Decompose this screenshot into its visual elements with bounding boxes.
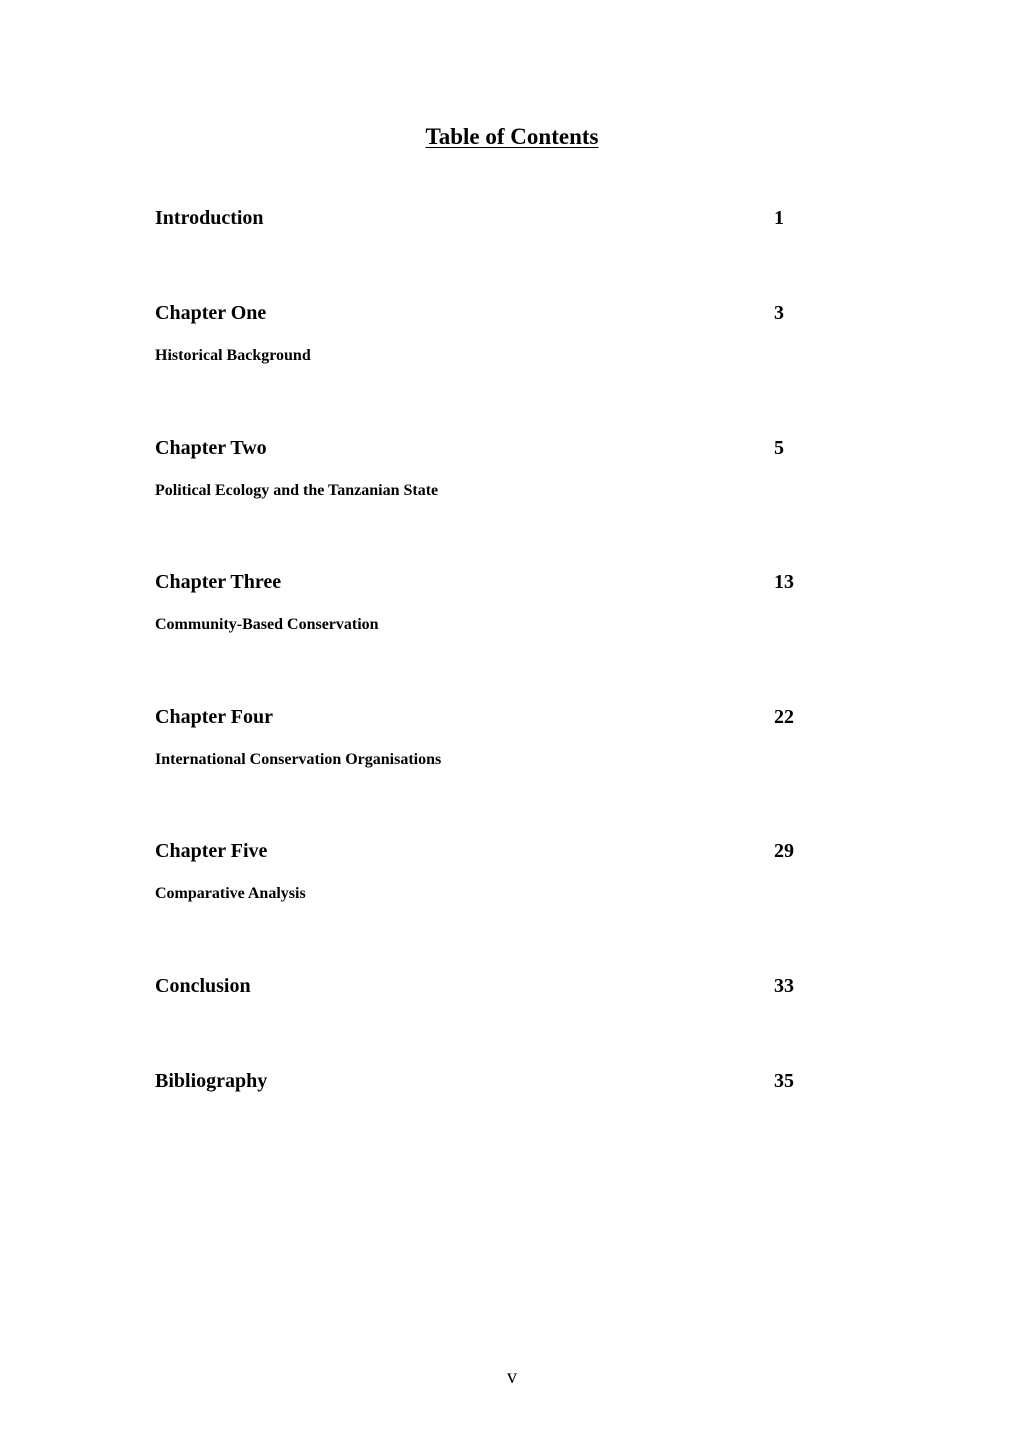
toc-entry-chapter-three[interactable]: [155, 571, 815, 633]
toc-entry-bibliography[interactable]: [155, 1070, 815, 1096]
toc-row: [155, 1070, 815, 1096]
toc-page-number: 22: [774, 706, 794, 728]
toc-heading: Chapter Four: [155, 706, 273, 728]
toc-subtitle: Comparative Analysis: [155, 885, 306, 902]
toc-entry-introduction[interactable]: [155, 207, 815, 233]
toc-subtitle: Political Ecology and the Tanzanian State: [155, 482, 439, 499]
toc-heading: Chapter Two: [155, 437, 267, 459]
toc-heading: Chapter Five: [155, 840, 268, 862]
toc-entry-chapter-two[interactable]: [155, 437, 815, 499]
toc-page-number: 13: [774, 571, 794, 593]
toc-entry-chapter-one[interactable]: [155, 302, 815, 364]
toc-entry-chapter-five[interactable]: [155, 840, 815, 902]
toc-subtitle: Historical Background: [155, 347, 311, 364]
toc-row: [155, 975, 815, 1001]
toc-row: [155, 706, 815, 732]
toc-entry-conclusion[interactable]: [155, 975, 815, 1001]
toc-page-number: 33: [774, 975, 794, 997]
toc-row: [155, 571, 815, 597]
toc-subtitle: Community-Based Conservation: [155, 616, 379, 633]
page-number: v: [507, 1366, 517, 1388]
toc-page-number: 3: [774, 302, 784, 324]
toc-page-number: 35: [774, 1070, 794, 1092]
toc-subtitle: International Conservation Organisations: [155, 751, 442, 768]
toc-row: [155, 437, 815, 463]
toc-heading: Chapter One: [155, 302, 267, 324]
toc-page-number: 29: [774, 840, 794, 862]
toc-heading: Chapter Three: [155, 571, 282, 593]
toc-row: [155, 840, 815, 866]
toc-row: [155, 207, 815, 233]
toc-entry-chapter-four[interactable]: [155, 706, 815, 768]
toc-heading: Introduction: [155, 207, 264, 229]
toc-heading: Bibliography: [155, 1070, 268, 1092]
toc-row: [155, 302, 815, 328]
page-title: Table of Contents: [425, 124, 599, 149]
toc-page-number: 1: [774, 207, 784, 229]
toc-heading: Conclusion: [155, 975, 251, 997]
toc-page-number: 5: [774, 437, 784, 459]
